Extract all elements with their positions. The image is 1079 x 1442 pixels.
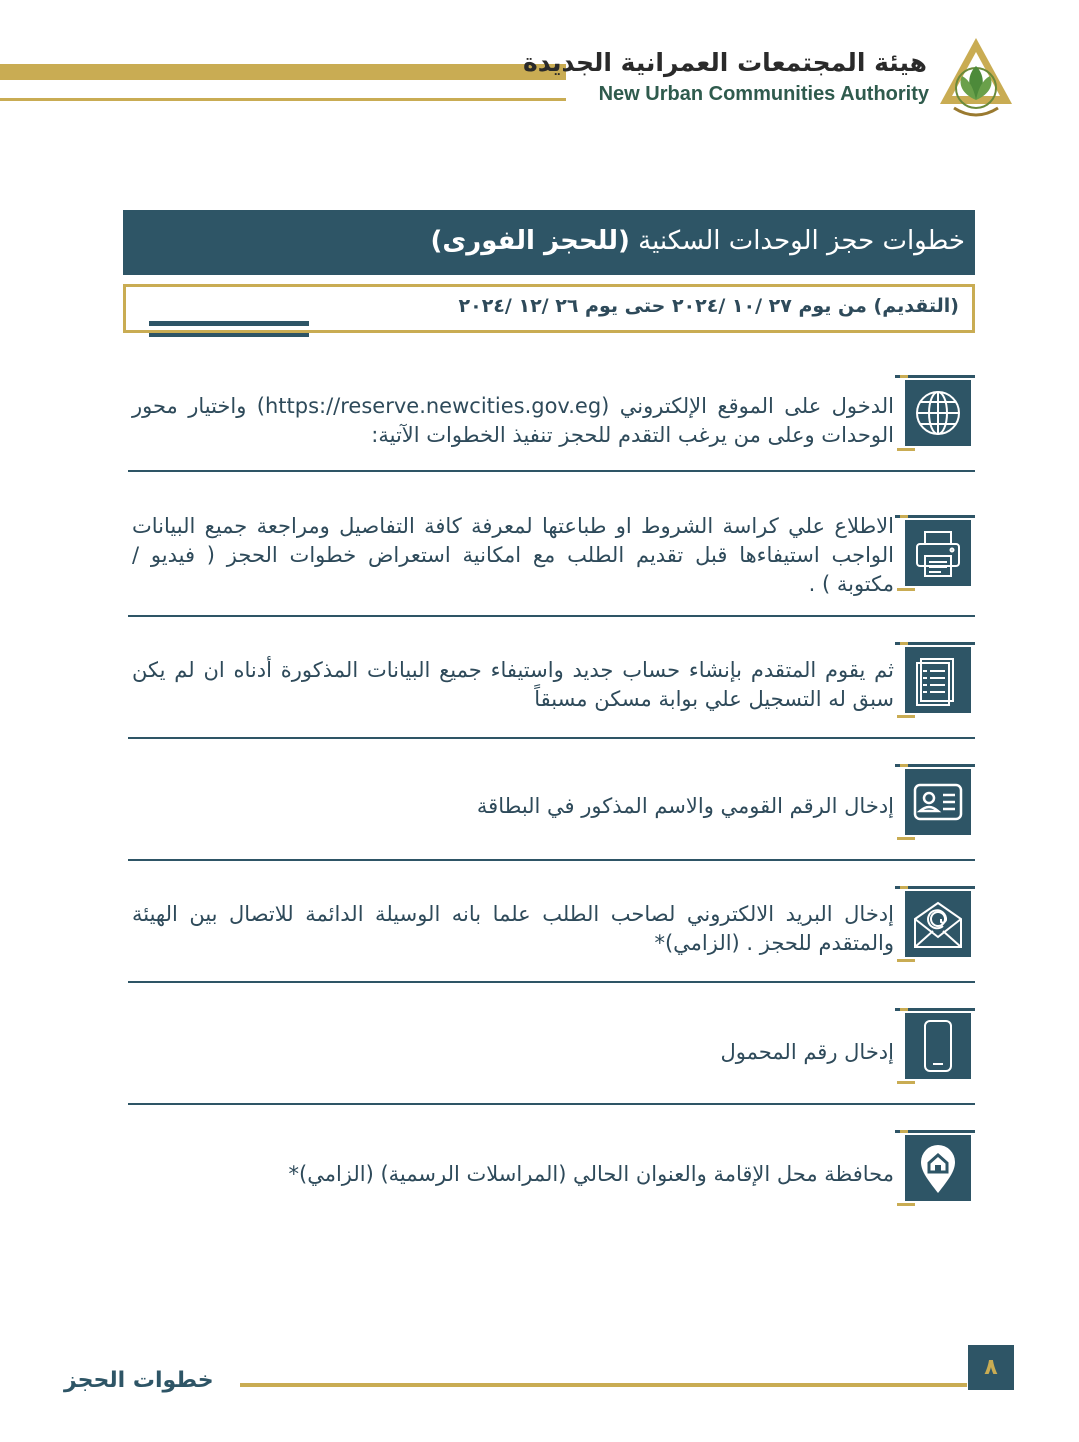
icon-deco-bottom: [897, 837, 915, 840]
footer-section-title: خطوات الحجز: [64, 1368, 214, 1393]
step-divider: [128, 737, 975, 739]
header-gold-bar: [0, 64, 566, 80]
period-underline: [149, 321, 309, 326]
icon-deco-bottom: [897, 959, 915, 962]
icon-deco-bottom: [897, 715, 915, 718]
step-divider: [128, 1103, 975, 1105]
page-title: خطوات حجز الوحدات السكنية (للحجز الفورى): [430, 226, 965, 256]
step-5-text: إدخال البريد الالكتروني لصاحب الطلب علما بانه الوسيلة الدائمة للاتصال بين الهيئة والمتقدم للحجز . (الزامي)*: [132, 902, 894, 955]
icon-deco-gold: [900, 375, 908, 378]
step-divider: [128, 981, 975, 983]
step-divider: [128, 859, 975, 861]
location-home-icon: [905, 1135, 971, 1201]
step-3-text: ثم يقوم المتقدم بإنشاء حساب جديد واستيفاء جميع البيانات المذكورة أدناه ان لم يكن سبق له التسجيل علي بوابة مسكن مسبقاً: [132, 658, 894, 711]
period-underline-2: [149, 333, 309, 337]
application-period: (التقديم) من يوم ٢٧ /١٠ /٢٠٢٤ حتى يوم ٢٦ /١٢ /٢٠٢٤: [458, 295, 959, 317]
icon-deco-bottom: [897, 1081, 915, 1084]
page-number: ٨: [968, 1345, 1014, 1390]
icon-deco-gold: [900, 764, 908, 767]
org-name-arabic: هيئة المجتمعات العمرانية الجديدة: [522, 48, 927, 77]
icon-deco-gold: [900, 886, 908, 889]
step-7-text: محافظة محل الإقامة والعنوان الحالي (المراسلات الرسمية) (الزامي)*: [288, 1162, 894, 1186]
icon-deco-gold: [900, 642, 908, 645]
step-2-text: الاطلاع علي كراسة الشروط او طباعتها لمعرفة كافة التفاصيل ومراجعة جميع البيانات الواجب استيفاءها قبل تقديم الطلب مع امكانية استعراض خطوات الحجز ( فيديو / مكتوبة ) .: [132, 514, 894, 596]
step-1-text: الدخول على الموقع الإلكتروني (https://reserve.newcities.gov.eg) واختيار محور الوحدات وعلى من يرغب التقدم للحجز تنفيذ الخطوات الآتية:: [132, 394, 894, 447]
printer-icon: [905, 520, 971, 586]
icon-deco-gold: [900, 1130, 908, 1133]
nuca-logo: [936, 34, 1016, 120]
icon-deco-bottom: [897, 588, 915, 591]
step-divider: [128, 470, 975, 472]
icon-deco-gold: [900, 515, 908, 518]
globe-icon: [905, 380, 971, 446]
email-envelope-icon: [905, 891, 971, 957]
org-name-english: New Urban Communities Authority: [598, 83, 929, 105]
document-form-icon: [905, 647, 971, 713]
title-highlight: (للحجز الفورى): [430, 226, 630, 256]
step-6-text: إدخال رقم المحمول: [720, 1040, 894, 1064]
header-gold-line: [0, 98, 566, 101]
step-divider: [128, 615, 975, 617]
step-4-text: إدخال الرقم القومي والاسم المذكور في البطاقة: [476, 794, 894, 818]
icon-deco-bottom: [897, 448, 915, 451]
icon-deco-bottom: [897, 1203, 915, 1206]
icon-deco-gold: [900, 1008, 908, 1011]
footer-gold-line: [240, 1383, 967, 1387]
id-card-icon: [905, 769, 971, 835]
mobile-phone-icon: [905, 1013, 971, 1079]
